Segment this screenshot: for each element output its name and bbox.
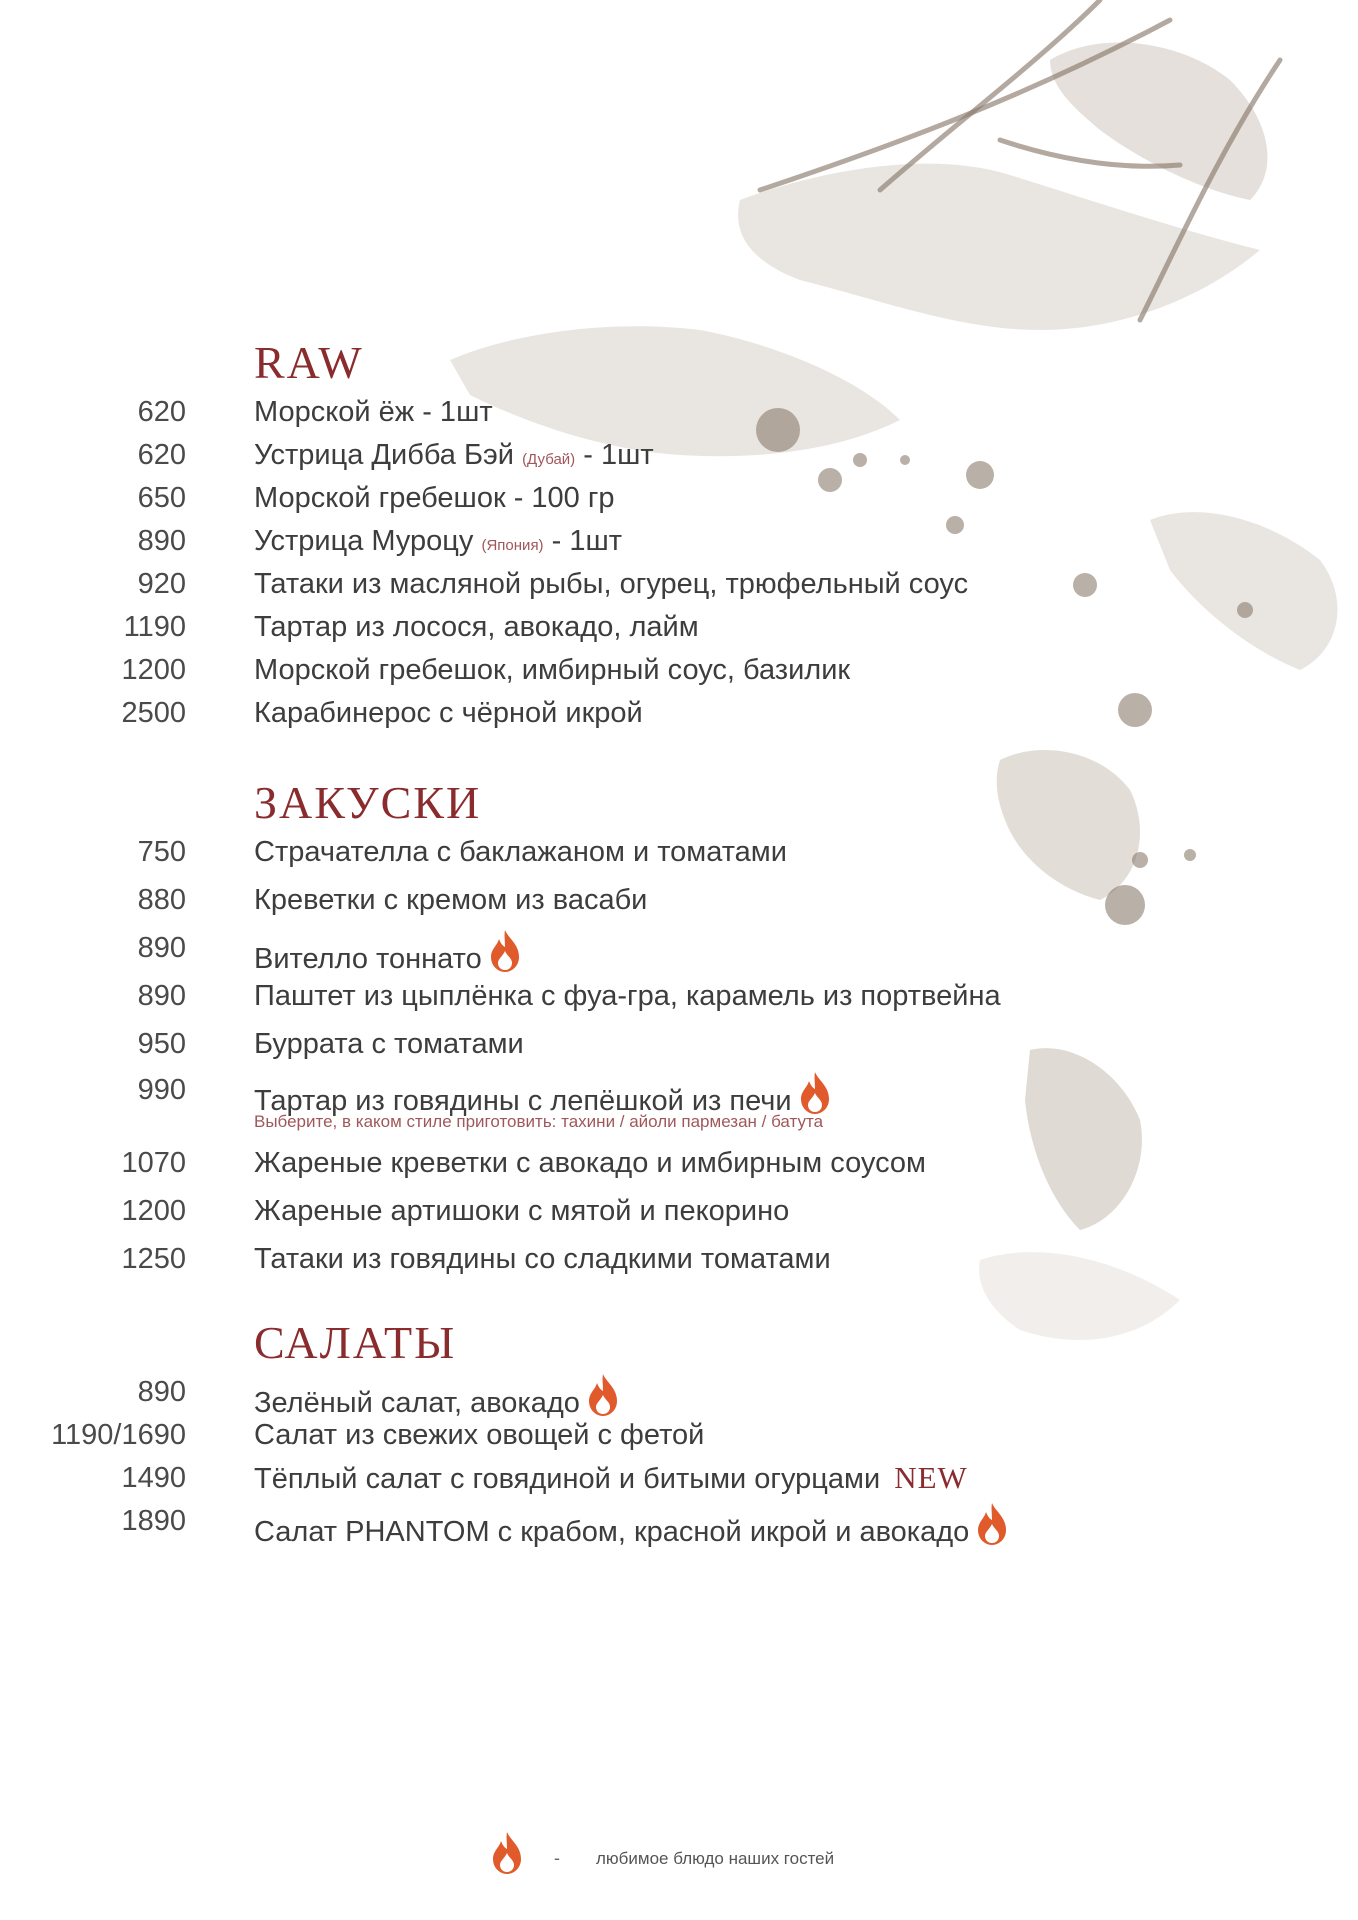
item-name: Устрица Муроцу [254, 525, 474, 557]
legend-footer [0, 1830, 1358, 1890]
flame-icon [798, 1070, 832, 1116]
item-name: Буррата с томатами [254, 1028, 524, 1060]
item-name: Креветки с кремом из васаби [254, 884, 648, 916]
item-price: 1890 [121, 1505, 186, 1537]
section-title-raw: RAW [254, 337, 364, 388]
menu-item [0, 1372, 1358, 1419]
item-name-wrapper [254, 1458, 968, 1499]
menu-item [0, 928, 1358, 975]
item-price: 1190 [123, 611, 186, 643]
item-price: 890 [137, 1376, 186, 1408]
menu-item [0, 564, 1358, 604]
item-name: Морской гребешок - 100 гр [254, 482, 615, 514]
item-price: 950 [137, 1028, 186, 1060]
menu-item [0, 521, 1358, 561]
item-price: 890 [137, 932, 186, 964]
item-price: 880 [137, 884, 186, 916]
item-name-wrapper [254, 1501, 1009, 1552]
item-price: 1190/1690 [51, 1419, 186, 1451]
section-title-zakuski: ЗАКУСКИ [254, 777, 482, 828]
item-name: Морской гребешок, имбирный соус, базилик [254, 654, 851, 686]
item-name-wrapper [254, 435, 654, 480]
item-name: Татаки из масляной рыбы, огурец, трюфельный соус [254, 568, 969, 600]
item-name: Карабинерос с чёрной икрой [254, 697, 643, 729]
menu-item [0, 435, 1358, 475]
flame-icon [490, 1830, 524, 1876]
item-origin: (Дубай) [522, 451, 576, 468]
item-price: 650 [137, 482, 186, 514]
new-badge: NEW [894, 1460, 968, 1495]
menu-item [0, 1458, 1358, 1498]
menu-item [0, 607, 1358, 647]
menu-item [0, 392, 1358, 432]
item-price: 890 [137, 525, 186, 557]
item-name: Устрица Дибба Бэй [254, 439, 514, 471]
item-price: 1490 [121, 1462, 186, 1494]
menu-item [0, 1239, 1358, 1279]
item-name: Жареные артишоки с мятой и пекорино [254, 1195, 790, 1227]
item-name: Тёплый салат с говядиной и битыми огурцами [254, 1463, 881, 1495]
menu-item [0, 832, 1358, 872]
menu-item [0, 650, 1358, 690]
flame-icon [975, 1501, 1009, 1547]
menu-item [0, 693, 1358, 733]
item-price: 2500 [121, 697, 186, 729]
item-name: Морской ёж - 1шт [254, 396, 493, 428]
item-name: Тартар из говядины с лепёшкой из печи [254, 1085, 792, 1117]
item-suffix: - 1шт [551, 525, 623, 557]
item-name: Салат из свежих овощей с фетой [254, 1419, 705, 1451]
item-price: 750 [137, 836, 186, 868]
item-price: 620 [137, 396, 186, 428]
item-origin: (Япония) [481, 537, 544, 554]
item-name: Татаки из говядины со сладкими томатами [254, 1243, 831, 1275]
flame-icon [488, 928, 522, 974]
item-name: Жареные креветки с авокадо и имбирным соусом [254, 1147, 926, 1179]
item-name: Тартар из лосося, авокадо, лайм [254, 611, 699, 643]
item-price: 1200 [121, 1195, 186, 1227]
section-title-salaty: САЛАТЫ [254, 1317, 457, 1368]
menu-item [0, 880, 1358, 920]
item-name-wrapper [254, 521, 622, 566]
menu-item [0, 1143, 1358, 1183]
menu-item [0, 1024, 1358, 1064]
menu-item [0, 1191, 1358, 1231]
item-name: Зелёный салат, авокадо [254, 1387, 580, 1419]
item-price: 1200 [121, 654, 186, 686]
item-suffix: - 1шт [583, 439, 654, 471]
item-price: 620 [137, 439, 186, 471]
item-name: Вителло тоннато [254, 943, 482, 975]
item-price: 990 [137, 1074, 186, 1106]
item-name: Паштет из цыплёнка с фуа-гра, карамель из портвейна [254, 980, 1001, 1012]
menu-item [0, 1501, 1358, 1548]
item-name: Салат PHANTOM с крабом, красной икрой и авокадо [254, 1516, 970, 1548]
item-price: 890 [137, 980, 186, 1012]
menu-item [0, 1070, 1358, 1131]
item-price: 920 [137, 568, 186, 600]
legend-dash: - [554, 1848, 560, 1868]
flame-icon [586, 1372, 620, 1418]
legend-text: любимое блюдо наших гостей [596, 1849, 835, 1868]
item-name-wrapper [254, 928, 522, 979]
item-name: Страчателла с баклажаном и томатами [254, 836, 787, 868]
menu-item [0, 1415, 1358, 1455]
item-price: 1070 [121, 1147, 186, 1179]
menu-item [0, 478, 1358, 518]
item-note: Выберите, в каком стиле приготовить: тахини / айоли пармезан / батута [254, 1112, 824, 1131]
menu-item [0, 976, 1358, 1016]
item-price: 1250 [121, 1243, 186, 1275]
